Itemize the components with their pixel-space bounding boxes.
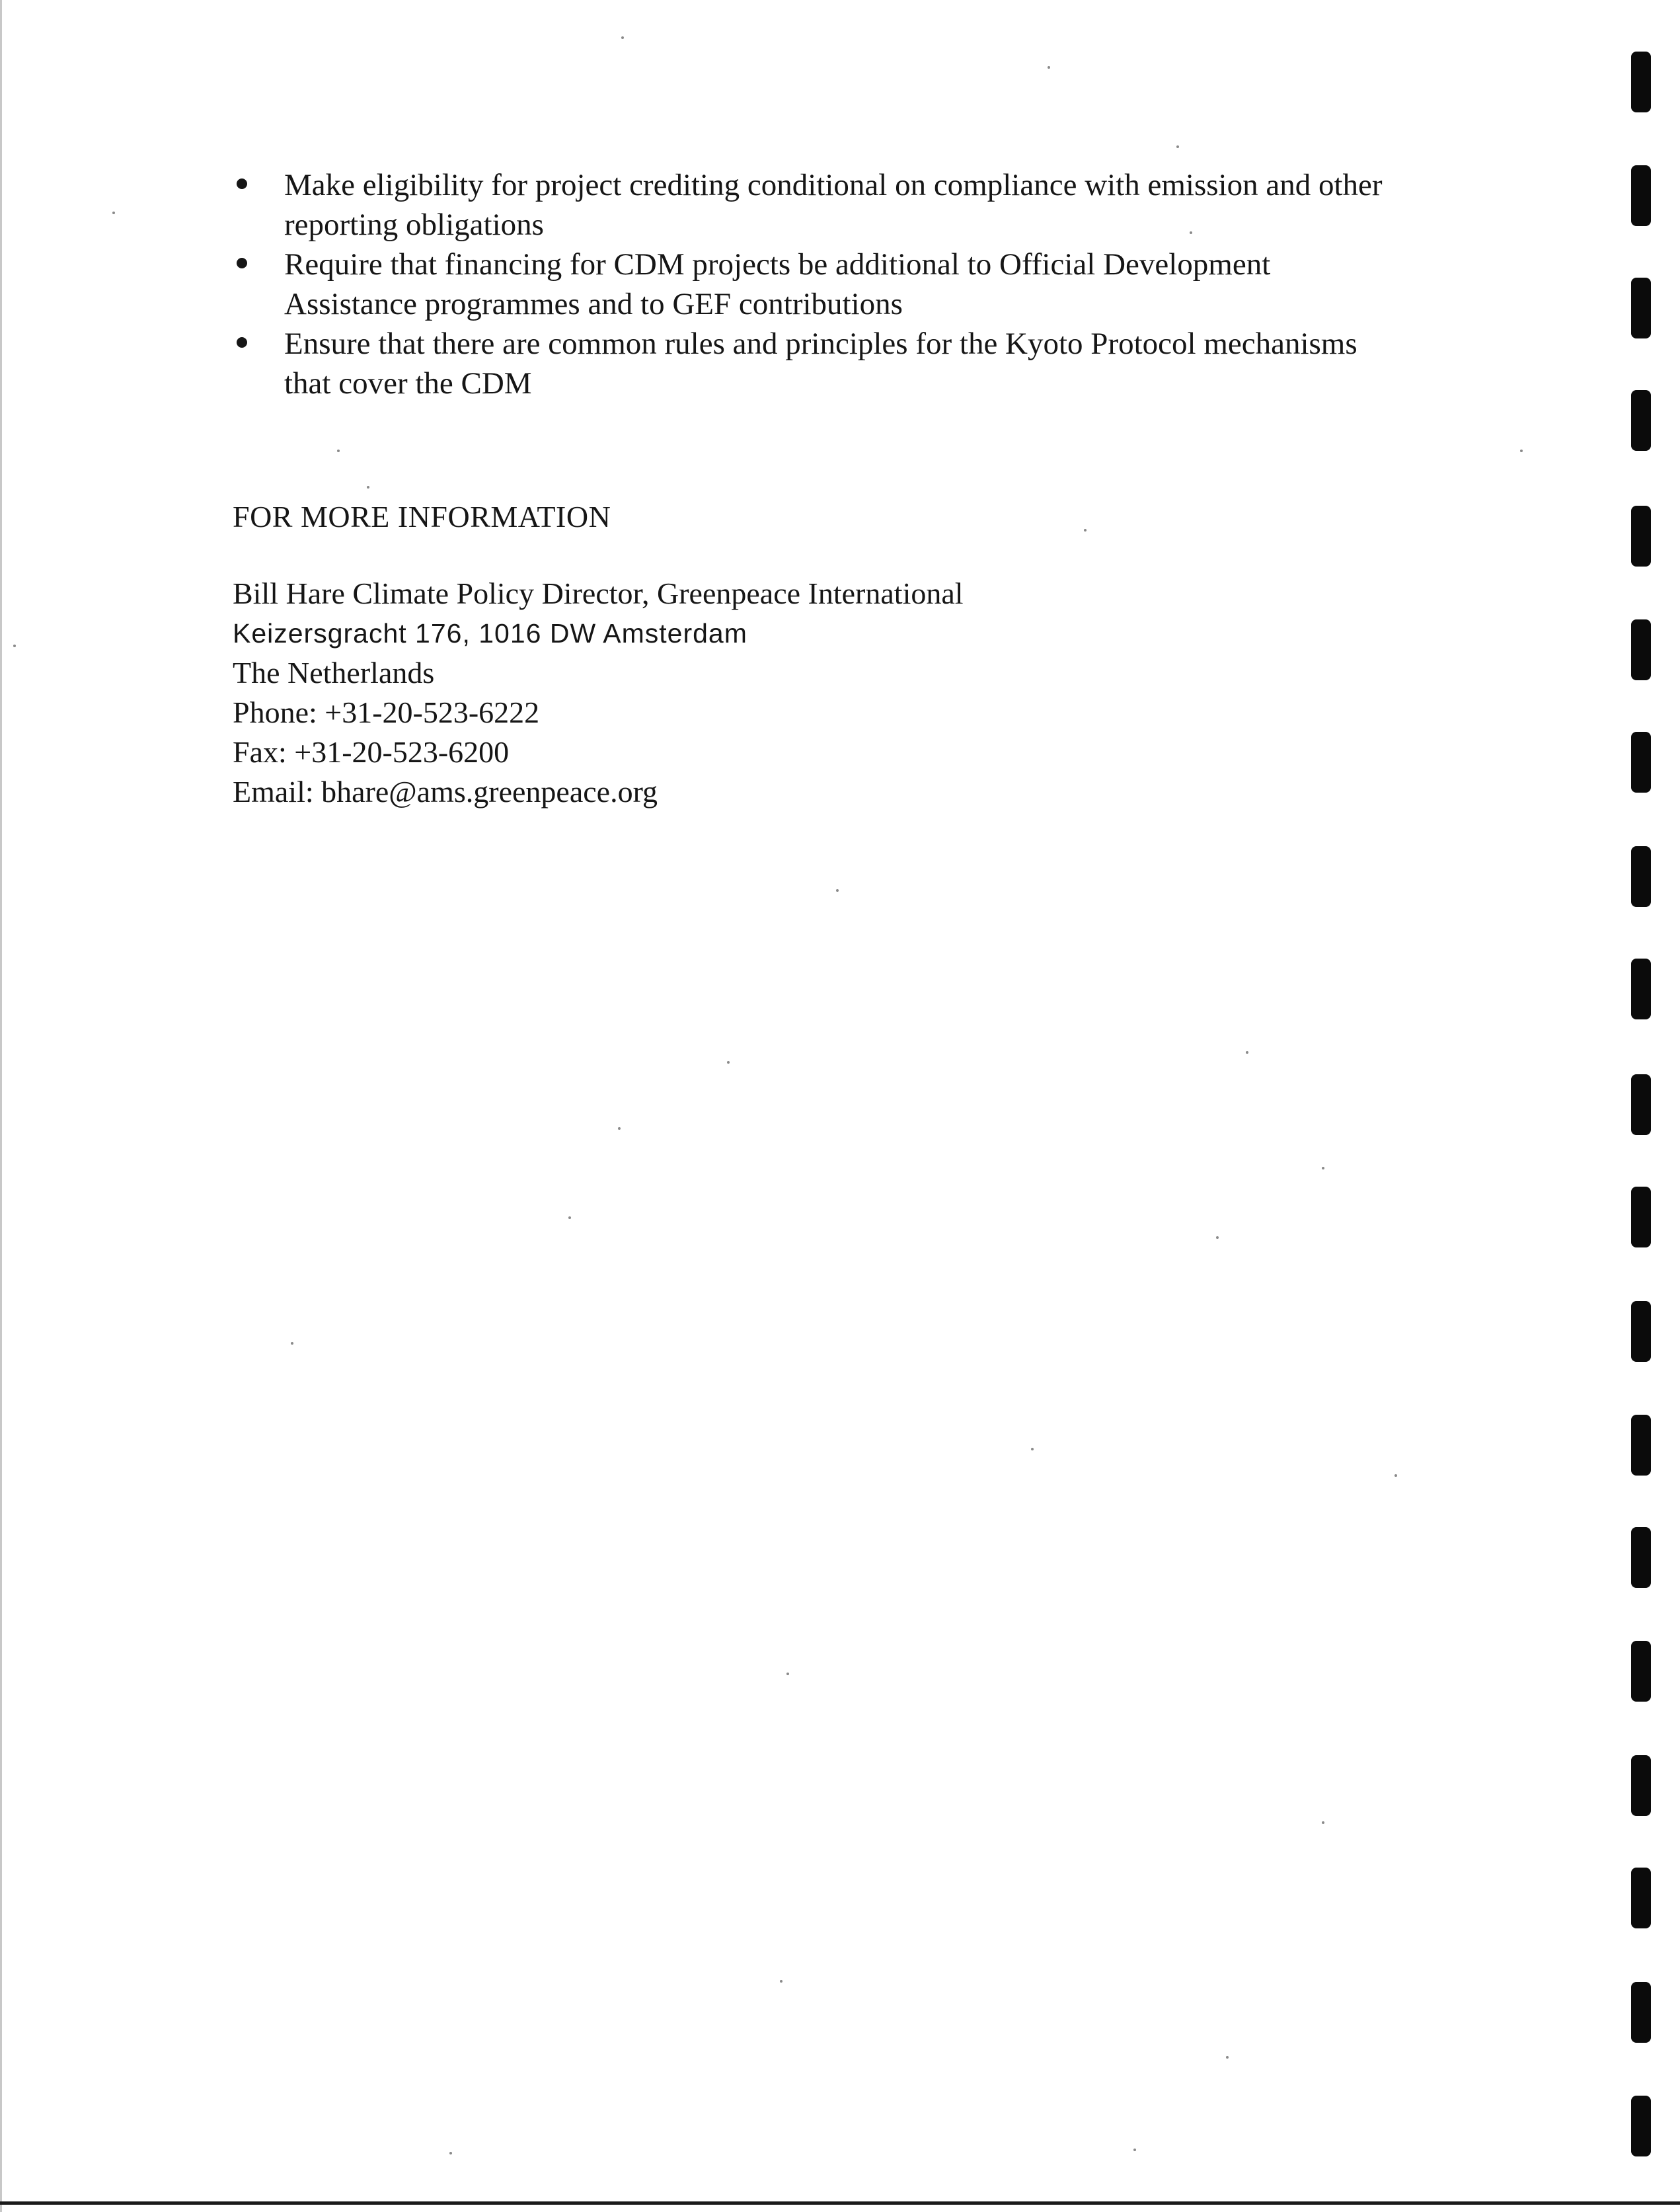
scan-speck xyxy=(786,1673,789,1675)
binding-hole xyxy=(1631,1982,1651,2043)
scan-speck xyxy=(1133,2149,1136,2151)
binding-hole xyxy=(1631,959,1651,1019)
info-heading: FOR MORE INFORMATION xyxy=(233,500,611,533)
scan-speck xyxy=(367,486,369,489)
binding-hole xyxy=(1631,1641,1651,1702)
list-item-line: reporting obligations xyxy=(284,208,544,242)
scan-speck xyxy=(836,889,839,892)
scan-speck xyxy=(1216,1236,1219,1239)
list-item xyxy=(231,245,1520,324)
scan-speck xyxy=(618,1127,621,1130)
scan-speck xyxy=(1031,1448,1034,1450)
scan-speck xyxy=(621,36,624,39)
scan-speck xyxy=(1084,529,1087,532)
scan-speck xyxy=(1322,1821,1324,1824)
scan-speck xyxy=(1226,2056,1229,2059)
scan-speck xyxy=(1048,66,1050,69)
page-left-edge xyxy=(0,0,2,2212)
binding-hole xyxy=(1631,1527,1651,1588)
list-item xyxy=(231,165,1520,245)
binding-hole xyxy=(1631,732,1651,793)
scan-speck xyxy=(1322,1167,1324,1169)
bullet-dot xyxy=(237,258,247,268)
contact-block xyxy=(233,574,964,812)
binding-hole xyxy=(1631,506,1651,567)
scan-speck xyxy=(1176,145,1179,148)
contact-fax: Fax: +31-20-523-6200 xyxy=(233,735,510,769)
scan-speck xyxy=(449,2152,452,2154)
binding-hole xyxy=(1631,1301,1651,1362)
binding-hole xyxy=(1631,619,1651,680)
recommendation-list xyxy=(231,165,1520,403)
scan-speck xyxy=(13,645,16,647)
page-bottom-edge xyxy=(0,2201,1680,2205)
bullet-dot xyxy=(237,337,247,348)
binding-hole xyxy=(1631,846,1651,907)
contact-name: Bill Hare Climate Policy Director, Greenpeace International xyxy=(233,576,964,610)
binding-hole xyxy=(1631,165,1651,226)
bullet-dot xyxy=(237,178,247,189)
contact-address: Keizersgracht 176, 1016 DW Amsterdam xyxy=(233,618,747,649)
binding-hole xyxy=(1631,1868,1651,1928)
scan-speck xyxy=(337,450,340,452)
list-item xyxy=(231,324,1520,403)
binding-holes xyxy=(1623,0,1663,2212)
scan-speck xyxy=(1246,1051,1248,1054)
contact-phone: Phone: +31-20-523-6222 xyxy=(233,695,540,729)
scan-speck xyxy=(291,1342,293,1345)
binding-hole xyxy=(1631,1755,1651,1816)
binding-hole xyxy=(1631,52,1651,112)
scan-speck xyxy=(1520,450,1523,452)
binding-hole xyxy=(1631,390,1651,451)
list-item-line: Ensure that there are common rules and principles for the Kyoto Protocol mechanisms xyxy=(284,327,1357,361)
scan-speck xyxy=(780,1980,783,1983)
binding-hole xyxy=(1631,1415,1651,1476)
contact-email: Email: bhare@ams.greenpeace.org xyxy=(233,775,658,809)
scan-speck xyxy=(568,1216,571,1219)
binding-hole xyxy=(1631,2096,1651,2156)
list-item-line: Assistance programmes and to GEF contributions xyxy=(284,287,903,321)
binding-hole xyxy=(1631,278,1651,338)
list-item-line: that cover the CDM xyxy=(284,366,532,401)
scan-speck xyxy=(112,212,115,214)
list-item-line: Require that financing for CDM projects be additional to Official Development xyxy=(284,247,1271,282)
binding-hole xyxy=(1631,1074,1651,1135)
scan-speck xyxy=(1394,1474,1397,1477)
contact-country: The Netherlands xyxy=(233,656,435,690)
scan-speck xyxy=(1190,231,1192,234)
list-item-line: Make eligibility for project crediting conditional on compliance with emission and other xyxy=(284,168,1383,202)
scan-speck xyxy=(727,1061,730,1064)
binding-hole xyxy=(1631,1187,1651,1247)
